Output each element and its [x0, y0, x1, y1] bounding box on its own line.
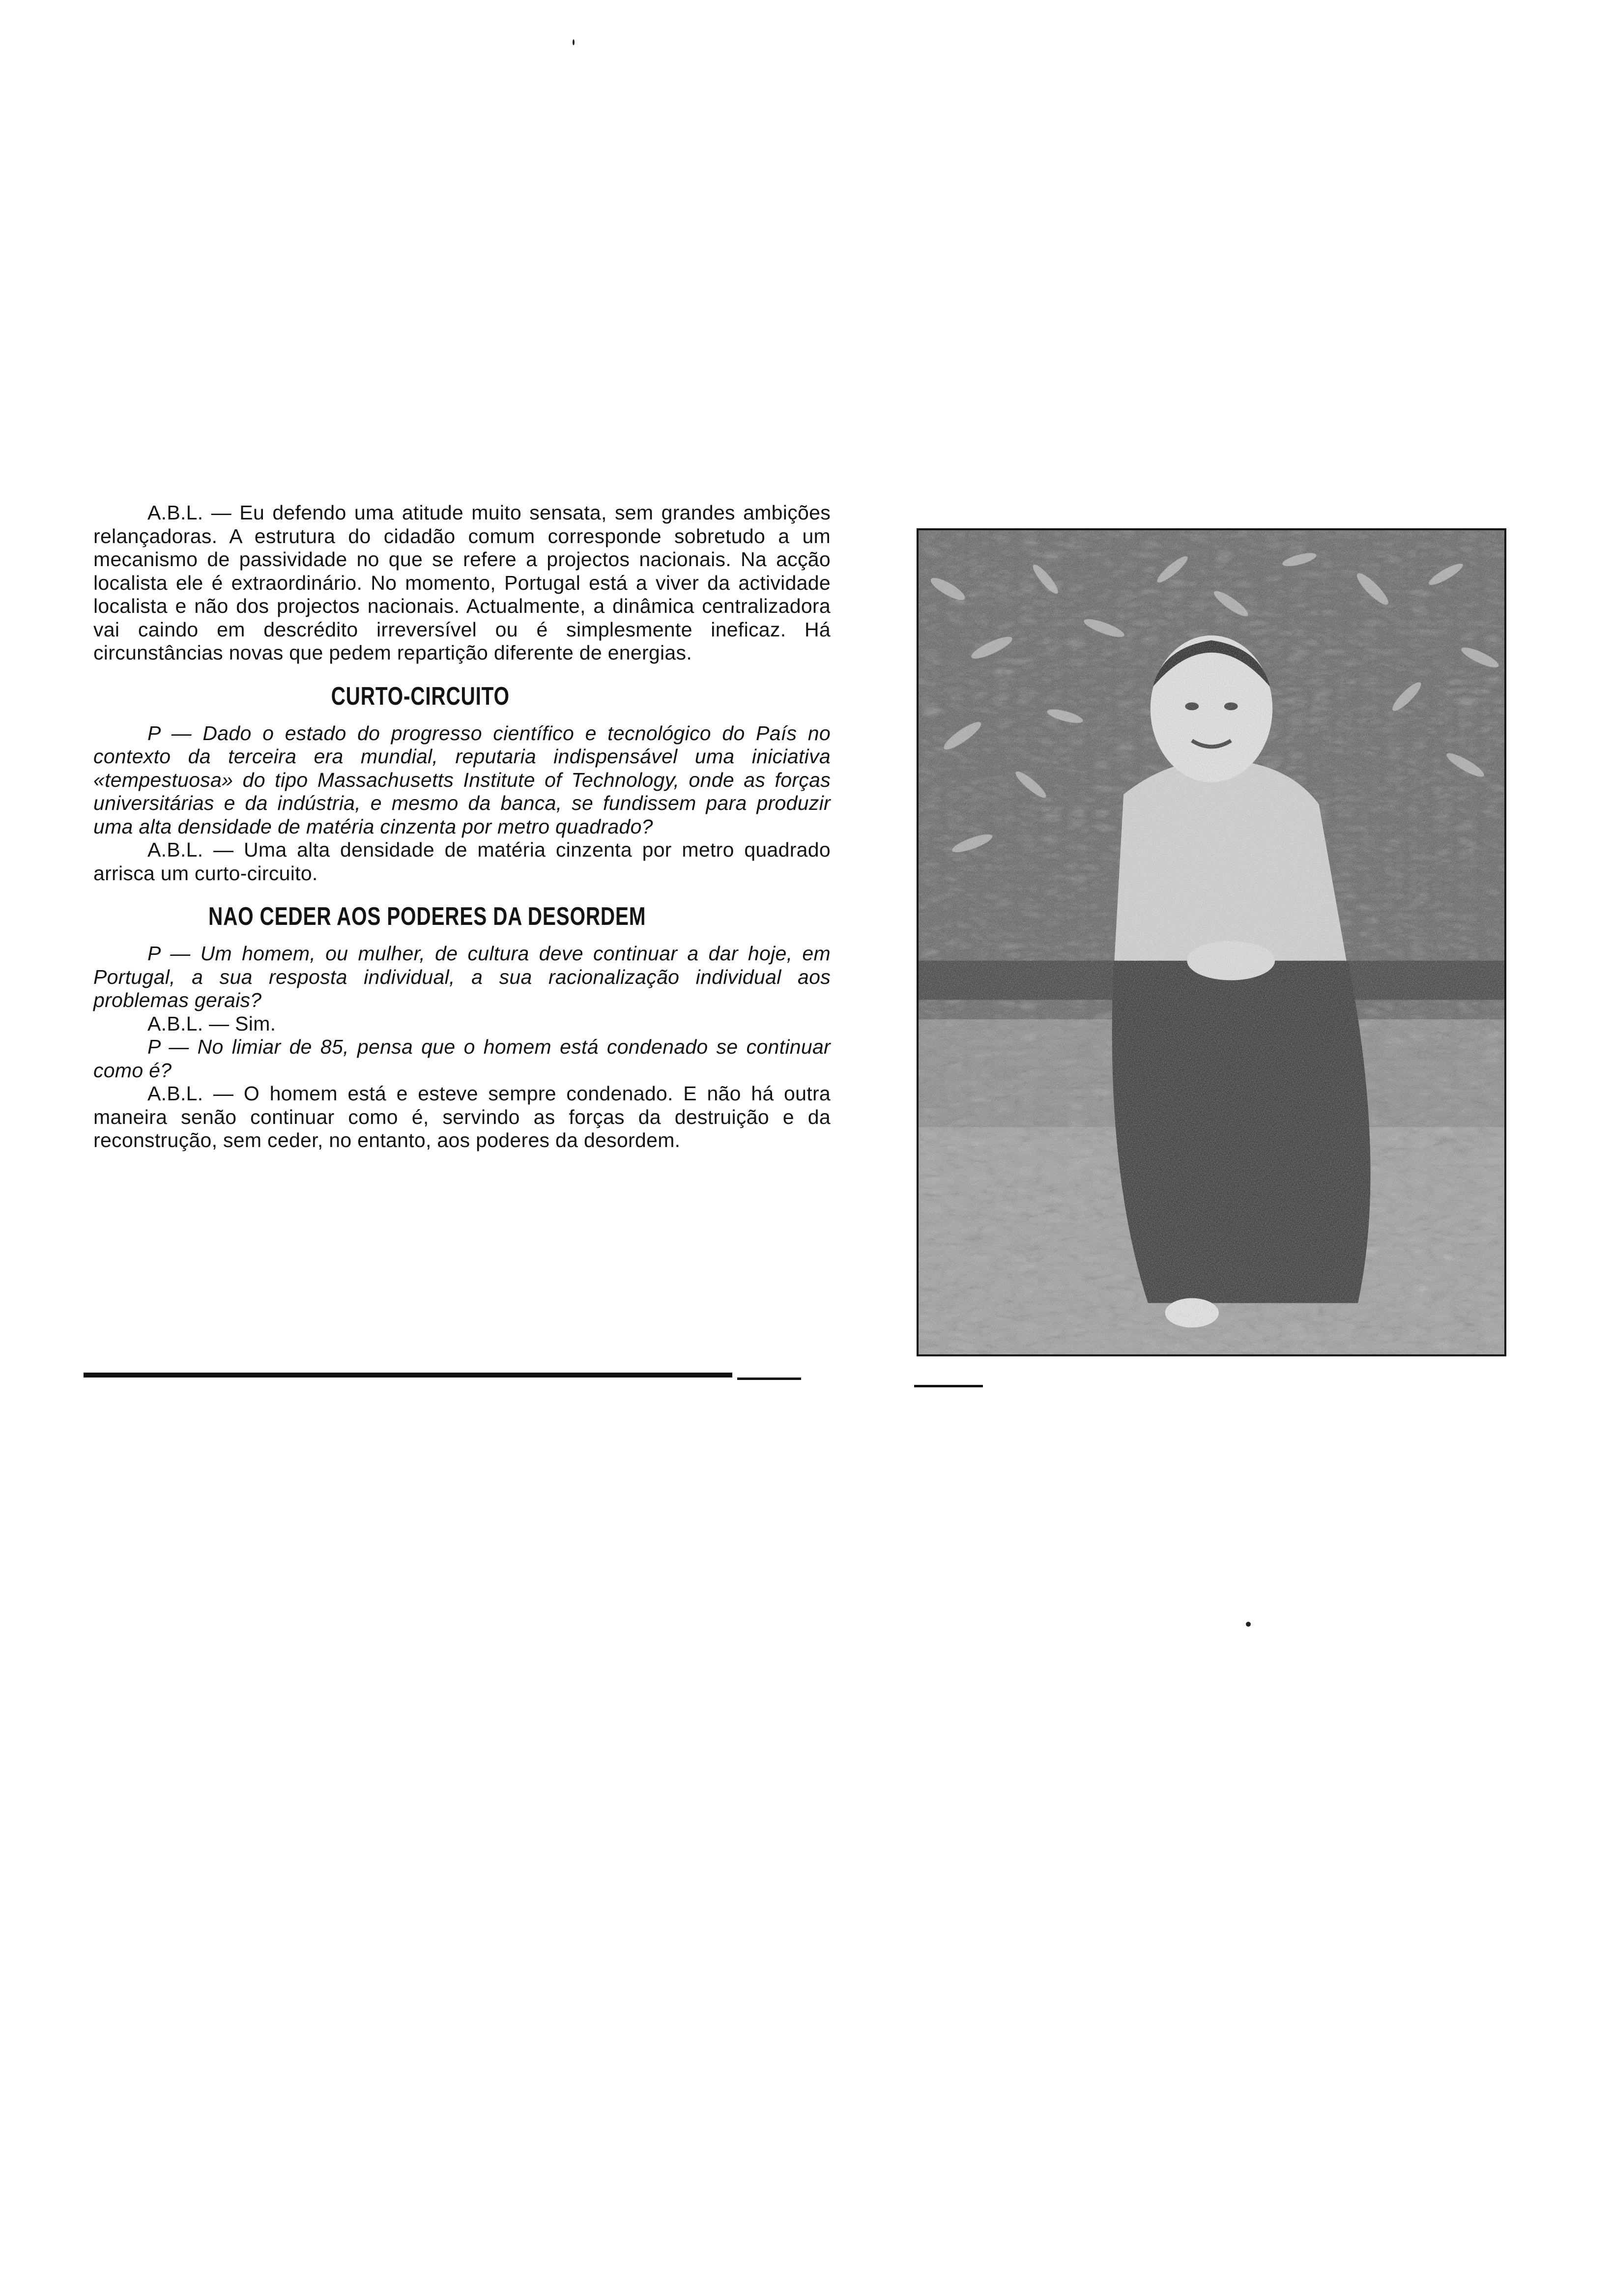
print-speck [1246, 1622, 1251, 1627]
photo-rule [914, 1385, 983, 1387]
answer-paragraph: A.B.L. — Uma alta densidade de matéria cinzenta por metro quadrado arrisca um curto-circuito. [93, 838, 831, 885]
column-rule-end [737, 1378, 801, 1380]
article-text-column [93, 501, 831, 1152]
column-rule [84, 1373, 732, 1378]
print-speck [573, 39, 575, 45]
question-paragraph: P — No limiar de 85, pensa que o homem está condenado se continuar como é? [93, 1035, 831, 1082]
section-heading-nao-ceder: NAO CEDER AOS PODERES DA DESORDEM [208, 902, 646, 931]
intro-paragraph: A.B.L. — Eu defendo uma atitude muito sensata, sem grandes ambições relançadoras. A estrutura do cidadão comum corresponde sobretudo a um mecanismo de passividade no que se refere a projectos nacionais. Na acção localista ele é extraordinário. No momento, Portugal está a viver da actividade localista e não dos projectos nacionais. Actualmente, a dinâmica centralizadora vai caindo em descrédito irreversível ou é simplesmente ineficaz. Há circunstâncias novas que pedem repartição diferente de energias. [93, 501, 831, 664]
question-paragraph: P — Um homem, ou mulher, de cultura deve continuar a dar hoje, em Portugal, a sua resposta individual, a sua racionalização individual aos problemas gerais? [93, 942, 831, 1011]
answer-paragraph: A.B.L. — Sim. [147, 1012, 276, 1035]
portrait-photo [917, 528, 1506, 1356]
portrait-photo-image [919, 530, 1504, 1354]
question-paragraph: P — Dado o estado do progresso científico e tecnológico do País no contexto da terceira era mundial, reputaria indispensável uma iniciativa «tempestuosa» do tipo Massachusetts Institute of Technology, onde as forças universitárias e da indústria, e mesmo da banca, se fundissem para produzir uma alta densidade de matéria cinzenta por metro quadrado? [93, 721, 831, 838]
answer-paragraph: A.B.L. — O homem está e esteve sempre condenado. E não há outra maneira senão continuar como é, servindo as forças da destruição e da reconstrução, sem ceder, no entanto, aos poderes da desordem. [93, 1082, 831, 1151]
section-heading-curto-circuito: CURTO-CIRCUITO [331, 682, 510, 711]
